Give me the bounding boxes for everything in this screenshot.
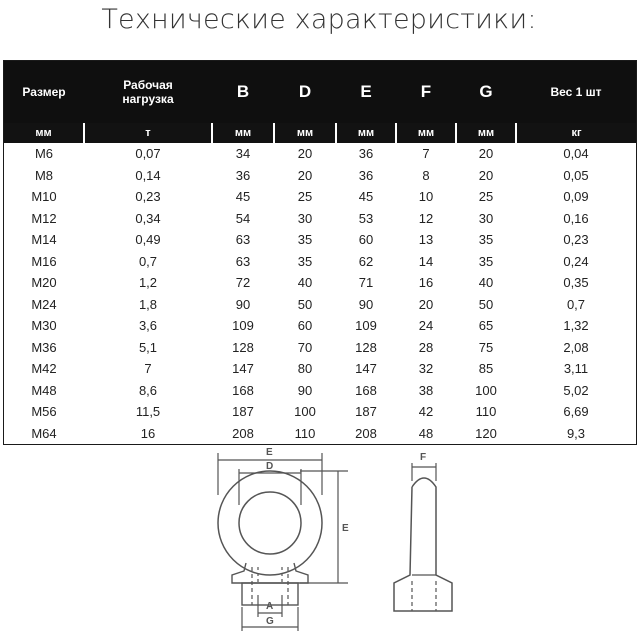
table-cell: 42 — [418, 404, 434, 420]
unit-cell: мм — [336, 123, 396, 143]
table-cell: 24 — [418, 318, 434, 334]
label-e: E — [266, 447, 273, 458]
table-cell: M36 — [31, 339, 57, 355]
table-cell: 1,8 — [138, 296, 158, 312]
table-row — [4, 186, 636, 208]
table-cell: 40 — [478, 275, 494, 291]
unit-cell: мм — [4, 123, 84, 143]
table-cell: 32 — [418, 361, 434, 377]
table-cell: 0,23 — [135, 189, 161, 205]
table-cell: 8,6 — [138, 382, 158, 398]
unit-cell: кг — [516, 123, 636, 143]
header-f: F — [396, 61, 456, 123]
ring-inner — [239, 492, 301, 554]
table-cell: 35 — [478, 232, 494, 248]
table-cell: 208 — [355, 425, 377, 441]
label-e-side: E — [342, 523, 349, 534]
table-cell: 36 — [358, 167, 374, 183]
table-cell: 0,04 — [563, 146, 589, 162]
unit-cell: мм — [456, 123, 516, 143]
table-cell: 12 — [418, 210, 434, 226]
table-cell: 3,11 — [563, 361, 589, 377]
units-row — [4, 123, 636, 143]
table-cell: 0,07 — [135, 146, 161, 162]
table-cell: 63 — [235, 253, 251, 269]
table-cell: 187 — [355, 404, 377, 420]
label-d: D — [266, 461, 274, 472]
table-cell: 0,35 — [563, 275, 589, 291]
ring-outer — [218, 471, 322, 575]
table-cell: 1,2 — [138, 275, 158, 291]
table-cell: 80 — [297, 361, 313, 377]
unit-cell: т — [84, 123, 212, 143]
table-row — [4, 380, 636, 402]
table-cell: 0,34 — [135, 210, 161, 226]
header-row — [4, 61, 636, 123]
unit-cell: мм — [274, 123, 336, 143]
table-cell: 50 — [478, 296, 494, 312]
table-cell: 60 — [358, 232, 374, 248]
table-cell: M42 — [31, 361, 57, 377]
label-f: F — [420, 452, 427, 463]
table-cell: 16 — [140, 425, 156, 441]
eye-nut-drawing — [200, 435, 500, 635]
table-cell: 5,02 — [563, 382, 589, 398]
table-row — [4, 337, 636, 359]
table-cell: 20 — [297, 146, 313, 162]
table-cell: 0,49 — [135, 232, 161, 248]
table-cell: 187 — [232, 404, 254, 420]
table-cell: 0,7 — [566, 296, 586, 312]
table-cell: 70 — [297, 339, 313, 355]
table-cell: 25 — [297, 189, 313, 205]
table-cell: 9,3 — [566, 425, 586, 441]
table-cell: 60 — [297, 318, 313, 334]
header-d: D — [274, 61, 336, 123]
table-cell: 35 — [478, 253, 494, 269]
table-cell: 128 — [232, 339, 254, 355]
table-cell: 168 — [355, 382, 377, 398]
table-cell: 0,14 — [135, 167, 161, 183]
table-cell: 10 — [418, 189, 434, 205]
table-cell: 0,05 — [563, 167, 589, 183]
table-cell: 0,23 — [563, 232, 589, 248]
table-row — [4, 229, 636, 251]
table-cell: 20 — [418, 296, 434, 312]
table-cell: M14 — [31, 232, 57, 248]
table-cell: 50 — [297, 296, 313, 312]
table-cell: 20 — [297, 167, 313, 183]
label-a: A — [266, 601, 274, 612]
table-cell: M12 — [31, 210, 57, 226]
header-size: Размер — [4, 61, 84, 123]
table-row — [4, 358, 636, 380]
table-cell: 147 — [355, 361, 377, 377]
page-title: Технические характеристики: — [101, 4, 537, 35]
table-cell: 14 — [418, 253, 434, 269]
table-row — [4, 294, 636, 316]
table-cell: 120 — [475, 425, 497, 441]
table-cell: 28 — [418, 339, 434, 355]
table-cell: 5,1 — [138, 339, 158, 355]
table-cell: M6 — [34, 146, 54, 162]
table-cell: 90 — [358, 296, 374, 312]
table-cell: 25 — [478, 189, 494, 205]
table-cell: M48 — [31, 382, 57, 398]
table-cell: 147 — [232, 361, 254, 377]
table-cell: 35 — [297, 253, 313, 269]
table-cell: 11,5 — [135, 404, 161, 420]
table-cell: 20 — [478, 146, 494, 162]
table-cell: 13 — [418, 232, 434, 248]
table-cell: 34 — [235, 146, 251, 162]
header-weight: Вес 1 шт — [516, 61, 636, 123]
table-cell: 3,6 — [138, 318, 158, 334]
table-cell: 71 — [358, 275, 374, 291]
table-cell: M56 — [31, 404, 57, 420]
table-cell: 0,24 — [563, 253, 589, 269]
table-cell: 30 — [478, 210, 494, 226]
table-cell: 53 — [358, 210, 374, 226]
table-cell: M24 — [31, 296, 57, 312]
table-cell: 100 — [294, 404, 316, 420]
unit-cell: мм — [212, 123, 274, 143]
table-cell: 65 — [478, 318, 494, 334]
header-e: E — [336, 61, 396, 123]
spec-table — [3, 60, 637, 445]
table-cell: 1,32 — [563, 318, 589, 334]
table-cell: M64 — [31, 425, 57, 441]
table-cell: 110 — [475, 404, 497, 420]
table-row — [4, 143, 636, 165]
table-cell: 36 — [358, 146, 374, 162]
table-cell: 36 — [235, 167, 251, 183]
table-cell: 63 — [235, 232, 251, 248]
table-cell: 7 — [144, 361, 152, 377]
table-cell: 2,08 — [563, 339, 589, 355]
table-row — [4, 315, 636, 337]
table-cell: 38 — [418, 382, 434, 398]
table-cell: M30 — [31, 318, 57, 334]
table-cell: 128 — [355, 339, 377, 355]
table-row — [4, 401, 636, 423]
table-cell: M16 — [31, 253, 57, 269]
table-row — [4, 165, 636, 187]
header-load: Рабочая нагрузка — [84, 61, 212, 123]
table-cell: 0,09 — [563, 189, 589, 205]
table-cell: 20 — [478, 167, 494, 183]
table-row — [4, 208, 636, 230]
table-cell: 7 — [422, 146, 430, 162]
header-g: G — [456, 61, 516, 123]
table-cell: 72 — [235, 275, 251, 291]
unit-cell: мм — [396, 123, 456, 143]
label-g: G — [266, 616, 274, 627]
table-cell: 110 — [294, 425, 316, 441]
table-cell: 62 — [358, 253, 374, 269]
table-cell: 0,7 — [138, 253, 158, 269]
table-cell: 35 — [297, 232, 313, 248]
table-row — [4, 251, 636, 273]
table-cell: 208 — [232, 425, 254, 441]
table-cell: 54 — [235, 210, 251, 226]
table-cell: 45 — [358, 189, 374, 205]
table-row — [4, 272, 636, 294]
table-cell: 30 — [297, 210, 313, 226]
table-cell: M8 — [34, 167, 54, 183]
table-cell: 8 — [422, 167, 430, 183]
table-cell: 16 — [418, 275, 434, 291]
table-cell: 100 — [475, 382, 497, 398]
table-cell: 0,16 — [563, 210, 589, 226]
table-cell: 168 — [232, 382, 254, 398]
table-cell: 90 — [297, 382, 313, 398]
table-cell: 6,69 — [563, 404, 589, 420]
table-cell: 40 — [297, 275, 313, 291]
table-cell: 109 — [355, 318, 377, 334]
header-b: B — [212, 61, 274, 123]
table-cell: 75 — [478, 339, 494, 355]
table-cell: M20 — [31, 275, 57, 291]
table-cell: M10 — [31, 189, 57, 205]
table-cell: 90 — [235, 296, 251, 312]
table-cell: 48 — [418, 425, 434, 441]
table-cell: 109 — [232, 318, 254, 334]
table-cell: 85 — [478, 361, 494, 377]
table-cell: 45 — [235, 189, 251, 205]
